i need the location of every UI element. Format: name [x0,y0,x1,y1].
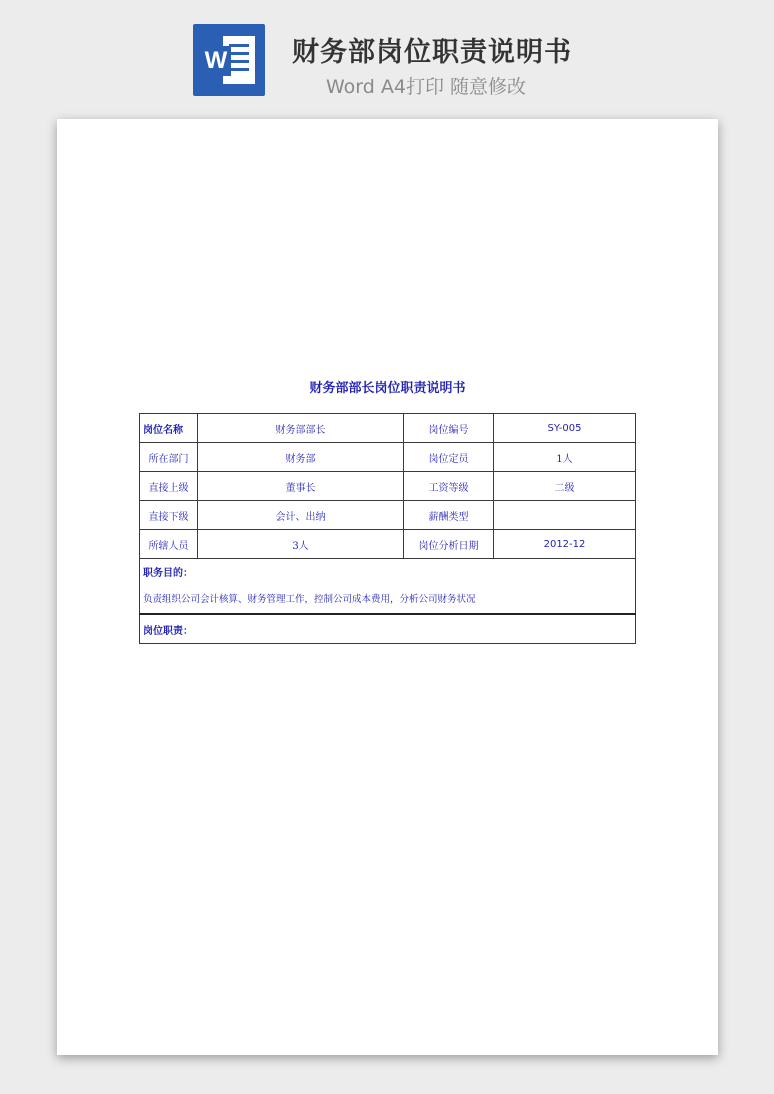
table-row [140,472,636,501]
value-cell: 财务部 [198,443,404,472]
duties-label: 岗位职责： [140,614,636,644]
label-cell: 岗位定员 [404,443,494,472]
table-row [140,530,636,559]
label-cell: 岗位编号 [404,414,494,443]
job-info-table [139,413,636,644]
purpose-text: 负责组织公司会计核算、财务管理工作，控制公司成本费用，分析公司财务状况 [140,583,636,614]
value-cell: 会计、出纳 [198,501,404,530]
word-icon-line [229,60,249,63]
label-cell: 岗位分析日期 [404,530,494,559]
value-cell: SY-005 [494,414,636,443]
word-icon [193,24,265,96]
value-cell: 董事长 [198,472,404,501]
value-cell: 2012-12 [494,530,636,559]
word-icon-letter: W [201,46,231,76]
table-row [140,414,636,443]
banner-title: 财务部岗位职责说明书 [292,37,572,68]
banner-subtitle: Word A4打印 随意修改 [326,76,527,98]
table-row [140,559,636,584]
document-title: 财务部部长岗位职责说明书 [309,381,466,396]
table-row [140,583,636,614]
table-row [140,443,636,472]
label-cell: 所辖人员 [140,530,198,559]
value-cell: 财务部部长 [198,414,404,443]
label-cell: 直接上级 [140,472,198,501]
value-cell [494,501,636,530]
label-cell: 工资等级 [404,472,494,501]
purpose-label: 职务目的： [140,559,636,584]
label-cell: 直接下级 [140,501,198,530]
value-cell: 1人 [494,443,636,472]
label-cell: 所在部门 [140,443,198,472]
table-row [140,614,636,644]
word-icon-line [229,52,249,55]
label-cell: 岗位名称 [140,414,198,443]
label-cell: 薪酬类型 [404,501,494,530]
word-icon-line [229,44,249,47]
document-page [57,119,718,1055]
table-row [140,501,636,530]
value-cell: 二级 [494,472,636,501]
value-cell: 3人 [198,530,404,559]
word-icon-line [229,68,249,71]
banner [0,0,774,110]
